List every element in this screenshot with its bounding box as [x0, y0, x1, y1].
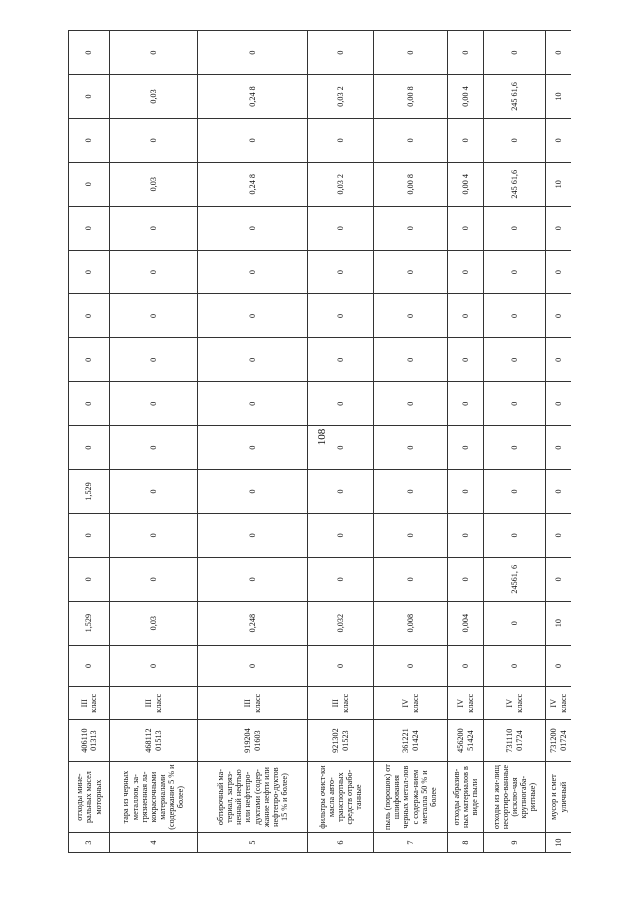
value-cell: 0: [110, 294, 198, 338]
value-cell: 0: [374, 513, 448, 557]
value-cell: 0: [374, 206, 448, 250]
value-cell: 0: [198, 557, 308, 601]
value-cell: 0: [448, 426, 484, 470]
value-cell: 0: [69, 513, 110, 557]
table-row: [484, 31, 546, 853]
waste-name-cell: мусор и смет уличный: [546, 761, 572, 832]
value-cell: 0: [546, 118, 572, 162]
value-cell: 0: [308, 338, 374, 382]
table-row: [110, 31, 198, 853]
waste-code-cell: 919204 01603: [198, 720, 308, 762]
waste-name-cell: отходы мине-ральных масел моторных: [69, 761, 110, 832]
value-cell: 0,24 8: [198, 75, 308, 119]
value-cell: 0,00 8: [374, 75, 448, 119]
value-cell: 1,529: [69, 470, 110, 514]
value-cell: 0: [198, 294, 308, 338]
waste-name-cell: отходы абразив-ных материалов в виде пыли: [448, 761, 484, 832]
row-number-cell: 3: [69, 833, 110, 853]
row-number-cell: 4: [110, 833, 198, 853]
value-cell: 0: [484, 294, 546, 338]
value-cell: 0: [546, 206, 572, 250]
waste-name-cell: фильтры очист-ки масла авто-транспортных средств отрабо-танные: [308, 761, 374, 832]
value-cell: 0: [198, 470, 308, 514]
value-cell: 0: [484, 250, 546, 294]
value-cell: 0,24 8: [198, 162, 308, 206]
value-cell: 0,00 4: [448, 162, 484, 206]
value-cell: 0: [308, 382, 374, 426]
value-cell: 0: [546, 645, 572, 687]
value-cell: 0: [110, 31, 198, 75]
value-cell: 0: [69, 31, 110, 75]
value-cell: 0: [546, 338, 572, 382]
value-cell: 10: [546, 75, 572, 119]
value-cell: 245 61,6: [484, 75, 546, 119]
value-cell: 0: [110, 470, 198, 514]
waste-name-cell: тара из черных металлов, за-грязненная ла-кокрасочными материалами (содержание 5 % и более): [110, 761, 198, 832]
value-cell: 24561, 6: [484, 557, 546, 601]
value-cell: 0: [374, 31, 448, 75]
value-cell: 0: [198, 645, 308, 687]
waste-code-cell: 731110 01724: [484, 720, 546, 762]
value-cell: 0,008: [374, 601, 448, 645]
value-cell: 0: [110, 206, 198, 250]
waste-code-cell: 731200 01724: [546, 720, 572, 762]
row-number-cell: 6: [308, 833, 374, 853]
value-cell: 0: [546, 250, 572, 294]
value-cell: 0: [546, 382, 572, 426]
value-cell: 0: [546, 294, 572, 338]
value-cell: 0,004: [448, 601, 484, 645]
row-number-cell: 8: [448, 833, 484, 853]
value-cell: 0: [308, 557, 374, 601]
value-cell: 0: [448, 206, 484, 250]
value-cell: 0: [198, 382, 308, 426]
value-cell: 0: [448, 250, 484, 294]
value-cell: 0: [198, 250, 308, 294]
page-number: 108: [316, 428, 328, 446]
waste-code-cell: 361221 01424: [374, 720, 448, 762]
value-cell: 0: [448, 557, 484, 601]
value-cell: 0: [198, 426, 308, 470]
value-cell: 0: [110, 118, 198, 162]
value-cell: 0: [484, 206, 546, 250]
value-cell: 0,00 4: [448, 75, 484, 119]
value-cell: 0: [69, 75, 110, 119]
value-cell: 0: [110, 382, 198, 426]
value-cell: 0: [374, 338, 448, 382]
value-cell: 0: [198, 513, 308, 557]
hazard-class-cell: IV класс: [374, 687, 448, 720]
table-row: [198, 31, 308, 853]
value-cell: 0: [374, 426, 448, 470]
value-cell: 0: [546, 426, 572, 470]
value-cell: 0: [374, 118, 448, 162]
value-cell: 0: [374, 294, 448, 338]
row-number-cell: 9: [484, 833, 546, 853]
value-cell: 10: [546, 162, 572, 206]
value-cell: 0: [110, 250, 198, 294]
table-container: [68, 30, 571, 853]
waste-name-cell: обтирочный ма-териал, загряз-ненный нефтью или нефтепро-дуктами (содер-жание нефти или нефтепро-дуктов 15 % и более): [198, 761, 308, 832]
value-cell: 0,03 2: [308, 75, 374, 119]
value-cell: 0: [110, 338, 198, 382]
table-row: [374, 31, 448, 853]
value-cell: 0: [448, 513, 484, 557]
value-cell: 0: [546, 557, 572, 601]
value-cell: 0: [69, 382, 110, 426]
waste-name-cell: отходы из жи-лищ несортиро-ванные (исклю-чая крупногаба-ритные): [484, 761, 546, 832]
hazard-class-cell: III класс: [308, 687, 374, 720]
value-cell: 0: [448, 118, 484, 162]
value-cell: 0: [484, 118, 546, 162]
value-cell: 0: [484, 31, 546, 75]
value-cell: 0: [448, 382, 484, 426]
value-cell: 0: [198, 118, 308, 162]
hazard-class-cell: III класс: [69, 687, 110, 720]
table-row: [448, 31, 484, 853]
value-cell: 0: [110, 645, 198, 687]
value-cell: 0: [484, 338, 546, 382]
table-row: [308, 31, 374, 853]
value-cell: 0: [374, 250, 448, 294]
hazard-class-cell: III класс: [110, 687, 198, 720]
value-cell: 0: [448, 294, 484, 338]
row-number-cell: 10: [546, 833, 572, 853]
value-cell: 10: [546, 601, 572, 645]
value-cell: 0: [484, 513, 546, 557]
value-cell: 0: [546, 31, 572, 75]
value-cell: 0,03: [110, 162, 198, 206]
value-cell: 0: [69, 118, 110, 162]
value-cell: 0: [110, 513, 198, 557]
table-row: [546, 31, 572, 853]
value-cell: 0,03: [110, 75, 198, 119]
value-cell: 0: [308, 426, 374, 470]
value-cell: 0: [198, 338, 308, 382]
value-cell: 0: [69, 162, 110, 206]
hazard-class-cell: IV класс: [448, 687, 484, 720]
value-cell: 0: [69, 557, 110, 601]
value-cell: 0: [69, 645, 110, 687]
waste-code-cell: 468112 01513: [110, 720, 198, 762]
value-cell: 0: [484, 645, 546, 687]
value-cell: 0: [308, 470, 374, 514]
value-cell: 0,00 8: [374, 162, 448, 206]
table-row: [69, 31, 110, 853]
value-cell: 0: [448, 338, 484, 382]
value-cell: 0: [374, 557, 448, 601]
value-cell: 0: [110, 426, 198, 470]
value-cell: 0: [110, 557, 198, 601]
value-cell: 0,03: [110, 601, 198, 645]
value-cell: 0: [308, 294, 374, 338]
value-cell: 0: [546, 470, 572, 514]
hazard-class-cell: IV класс: [484, 687, 546, 720]
value-cell: 0: [448, 645, 484, 687]
value-cell: 0: [69, 250, 110, 294]
hazard-class-cell: IV класс: [546, 687, 572, 720]
value-cell: 0: [308, 250, 374, 294]
value-cell: 0: [308, 645, 374, 687]
value-cell: 0: [198, 206, 308, 250]
waste-code-cell: 456200 51424: [448, 720, 484, 762]
waste-code-cell: 406110 01313: [69, 720, 110, 762]
value-cell: 0: [546, 513, 572, 557]
value-cell: 0: [484, 470, 546, 514]
value-cell: 0: [308, 513, 374, 557]
value-cell: 0: [484, 382, 546, 426]
value-cell: 0: [484, 426, 546, 470]
waste-code-cell: 921302 01523: [308, 720, 374, 762]
row-number-cell: 5: [198, 833, 308, 853]
value-cell: 0: [308, 118, 374, 162]
value-cell: 0,248: [198, 601, 308, 645]
value-cell: 0,03 2: [308, 162, 374, 206]
row-number-cell: 7: [374, 833, 448, 853]
waste-table: [68, 30, 571, 853]
value-cell: 0: [69, 206, 110, 250]
value-cell: 0: [484, 601, 546, 645]
waste-name-cell: пыль (порошок) от шлифования черных метал-лов с содержа-нием металла 50 % и более: [374, 761, 448, 832]
value-cell: 0: [374, 645, 448, 687]
value-cell: 1,529: [69, 601, 110, 645]
hazard-class-cell: III класс: [198, 687, 308, 720]
value-cell: 0: [69, 426, 110, 470]
value-cell: 0,032: [308, 601, 374, 645]
value-cell: 0: [448, 31, 484, 75]
value-cell: 0: [308, 31, 374, 75]
value-cell: 0: [374, 470, 448, 514]
value-cell: 245 61,6: [484, 162, 546, 206]
value-cell: 0: [308, 206, 374, 250]
value-cell: 0: [448, 470, 484, 514]
value-cell: 0: [69, 294, 110, 338]
value-cell: 0: [69, 338, 110, 382]
value-cell: 0: [374, 382, 448, 426]
value-cell: 0: [198, 31, 308, 75]
